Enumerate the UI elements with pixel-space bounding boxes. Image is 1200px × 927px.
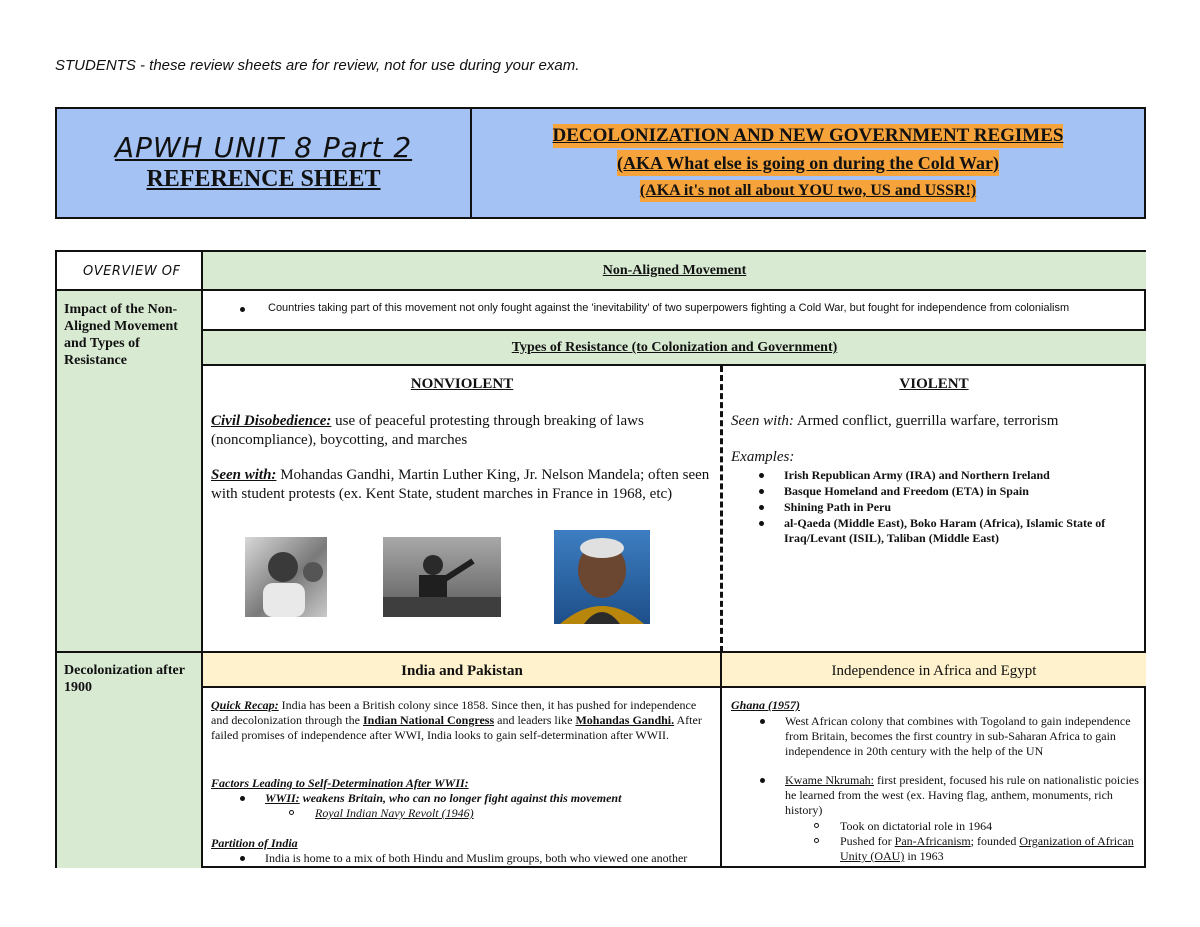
- examples-label: Examples:: [731, 449, 795, 465]
- example-text: Basque Homeland and Freedom (ETA) in Spain: [784, 484, 1029, 498]
- example-text: Irish Republican Army (IRA) and Northern Ireland: [784, 468, 1050, 482]
- title-cell: [57, 109, 472, 217]
- grid-line: [202, 364, 1146, 366]
- list-item: [759, 516, 1119, 546]
- grid-line: [57, 651, 1146, 653]
- nkrumah-text: first president, focused his rule on nationalistic poicies he learned from the west (ex. Having flag, anthem, monuments, rich history): [785, 773, 1139, 817]
- nkrumah-sub-1: [814, 819, 1144, 834]
- recap-text: and leaders like: [494, 713, 576, 727]
- india-pakistan-title: India and Pakistan: [401, 663, 523, 679]
- violent-examples-list: [759, 468, 1119, 546]
- example-text: al-Qaeda (Middle East), Boko Haram (Africa), Islamic State of Iraq/Levant (ISIL), Taliban (Middle East): [784, 516, 1106, 545]
- nonviolent-heading: NONVIOLENT: [410, 376, 514, 392]
- mohandas-gandhi: Mohandas Gandhi.: [575, 713, 675, 727]
- seen-with-text: Mohandas Gandhi, Martin Luther King, Jr. Nelson Mandela; often seen with student protests (ex. Kent State, student marches in France in 1968, etc): [211, 467, 710, 502]
- ghana-title: Ghana (1957): [731, 698, 801, 712]
- indian-national-congress: Indian National Congress: [362, 713, 495, 727]
- list-item: [759, 484, 1119, 499]
- navy-revolt-text: Royal Indian Navy Revolt (1946): [315, 806, 474, 820]
- types-of-resistance-title: Types of Resistance (to Colonization and Government): [511, 340, 838, 355]
- mandela-photo: [554, 530, 650, 624]
- partition-title: Partition of India: [211, 836, 298, 850]
- ghana-text: West African colony that combines with Togoland to gain independence from Britain, becomes the first country in sub-Saharan Africa to gain independence in 20th century with the help of the UN: [785, 714, 1131, 758]
- bullet-dot: [759, 489, 764, 494]
- violent-seen-with: [731, 412, 1141, 431]
- sub-text: Took on dictatorial role in 1964: [840, 819, 993, 833]
- row-label-impact: Impact of the Non-Aligned Movement and Types of Resistance: [64, 302, 178, 368]
- mandela-figure: [554, 530, 650, 624]
- king-figure: [383, 537, 501, 617]
- bullet-dot: [759, 521, 764, 526]
- recap-text: India has been a British colony since 1858. Since then, it has pushed for independence and decolonization through the: [211, 698, 697, 727]
- violent-seen-text: Armed conflict, guerrilla warfare, terrorism: [793, 413, 1059, 429]
- grid-line: [202, 329, 1146, 331]
- bullet-dot: [240, 307, 245, 312]
- bullet-dot: [240, 856, 245, 861]
- bullet-dot: [240, 796, 245, 801]
- oau: Organization of African Unity (OAU): [840, 834, 1134, 863]
- bullet-dot: [759, 505, 764, 510]
- main-table: [55, 250, 1146, 868]
- africa-egypt-title: Independence in Africa and Egypt: [831, 663, 1037, 679]
- partition-text: India is home to a mix of both Hindu and Muslim groups, both who viewed one another: [265, 851, 688, 865]
- ww2-text: weakens Britain, who can no longer fight against this movement: [299, 791, 622, 805]
- sub-text: in 1963: [904, 849, 944, 863]
- topic-line-2: (AKA What else is going on during the Cold War): [617, 150, 999, 176]
- dashed-divider: [720, 366, 723, 652]
- example-text: Shining Path in Peru: [784, 500, 892, 514]
- bullet-ring: [814, 838, 819, 843]
- navy-revolt-bullet: [289, 806, 709, 821]
- non-aligned-bullet: [240, 302, 1140, 314]
- nonviolent-seen-with: [211, 466, 711, 504]
- bullet-text: Countries taking part of this movement not only fought against the 'inevitability' of two superpowers fighting a Cold War, but fought for independence from colonialism: [268, 302, 1070, 314]
- bullet-dot: [760, 719, 765, 724]
- quick-recap-term: Quick Recap:: [211, 698, 279, 712]
- gandhi-figure: [245, 537, 327, 617]
- king-photo: [383, 537, 501, 617]
- reference-sheet-title: REFERENCE SHEET: [146, 166, 381, 192]
- nkrumah-sub-2: [814, 834, 1134, 864]
- recap-text: After failed promises of independence after WWI, India looks to gain self-determination after WWII.: [211, 713, 702, 742]
- topic-line-3: (AKA it's not all about YOU two, US and USSR!): [640, 180, 976, 202]
- non-aligned-title: Non-Aligned Movement: [602, 263, 747, 278]
- bullet-dot: [759, 473, 764, 478]
- row-label-decolonization: Decolonization after 1900: [64, 663, 185, 695]
- partition-bullet: [240, 851, 720, 866]
- header-table: [55, 107, 1146, 219]
- grid-line: [202, 686, 1146, 688]
- nkrumah-bullet: [760, 773, 1142, 818]
- ghana-bullet: [760, 714, 1142, 759]
- civil-disobedience-text: [211, 412, 711, 450]
- overview-label: OVERVIEW OF: [83, 264, 181, 279]
- grid-line: [720, 652, 722, 868]
- ww2-bullet: [240, 791, 710, 806]
- list-item: [759, 468, 1119, 483]
- seen-with-term: Seen with:: [211, 467, 277, 483]
- list-item: [759, 500, 1119, 515]
- violent-seen-term: Seen with:: [731, 413, 794, 429]
- topic-cell: [472, 109, 1144, 217]
- civil-disobedience-definition: use of peaceful protesting through breaking of laws (noncompliance), boycotting, and marches: [211, 413, 644, 448]
- bullet-dot: [760, 778, 765, 783]
- topic-line-1: DECOLONIZATION AND NEW GOVERNMENT REGIMES: [552, 125, 1064, 146]
- review-notice: STUDENTS - these review sheets are for review, not for use during your exam.: [55, 57, 580, 74]
- bullet-ring: [814, 823, 819, 828]
- unit-title: APWH UNIT 8 Part 2: [114, 131, 413, 164]
- bullet-ring: [289, 810, 294, 815]
- civil-disobedience-term: Civil Disobedience:: [211, 413, 332, 429]
- sub-text: ; founded: [970, 834, 1020, 848]
- ww2-term: WWII:: [265, 791, 300, 805]
- nkrumah-term: Kwame Nkrumah:: [785, 773, 874, 787]
- india-quick-recap: [211, 698, 711, 743]
- factors-title: Factors Leading to Self-Determination After WWII:: [211, 776, 469, 790]
- sub-text: Pushed for: [840, 834, 895, 848]
- pan-africanism: Pan-Africanism: [894, 834, 971, 848]
- grid-line: [57, 289, 1146, 291]
- gandhi-photo: [245, 537, 327, 617]
- violent-heading: VIOLENT: [899, 376, 969, 392]
